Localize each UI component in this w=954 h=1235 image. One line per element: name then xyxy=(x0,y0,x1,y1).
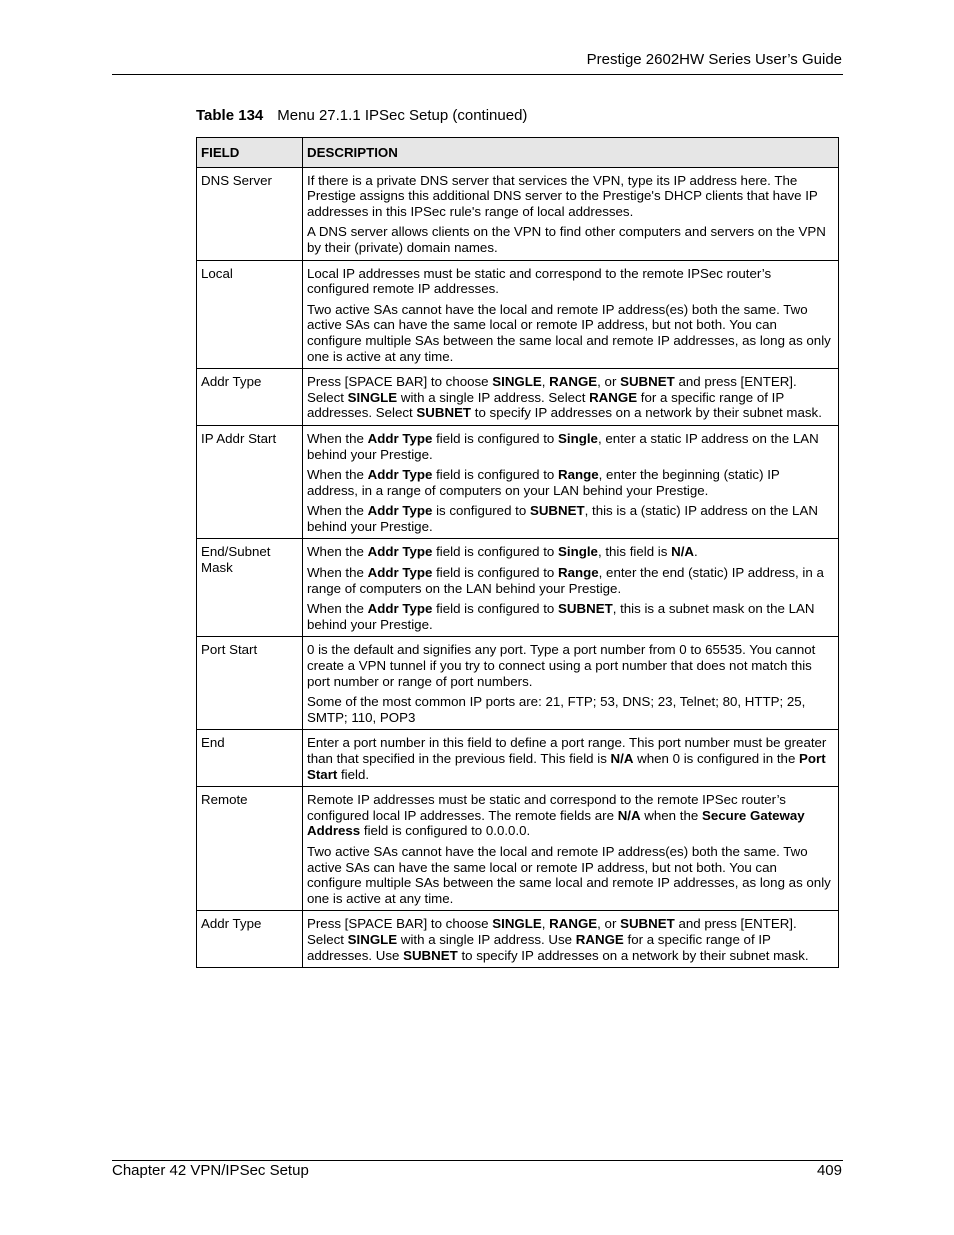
text-segment: with a single IP address. Use xyxy=(397,931,576,947)
description-cell xyxy=(303,787,839,911)
text-segment: Some of the most common IP ports are: 21, FTP; 53, DNS; 23, Telnet; 80, HTTP; 25, SMTP; 110, POP3 xyxy=(307,694,806,725)
field-cell: End xyxy=(197,730,303,787)
text-segment: and press [ENTER]. Select xyxy=(307,916,797,947)
text-segment: field is configured to xyxy=(432,544,559,560)
text-segment: When the xyxy=(307,430,368,446)
table-row xyxy=(197,425,839,539)
header-divider xyxy=(112,74,843,75)
bold-term: RANGE xyxy=(589,389,638,405)
text-segment: Press [SPACE BAR] to choose xyxy=(307,916,493,932)
description-paragraph xyxy=(307,544,834,560)
description-paragraph xyxy=(307,374,834,421)
text-segment: field is configured to xyxy=(432,565,559,581)
bold-term: SUBNET xyxy=(620,374,675,390)
description-cell xyxy=(303,730,839,787)
text-segment: 0 is the default and signifies any port. Type a port number from 0 to 65535. You cannot create a VPN tunnel if you try to connect using a port number that does not match this port number or range of port numbers. xyxy=(307,642,816,689)
field-cell: Remote xyxy=(197,787,303,911)
text-segment: field is configured to 0.0.0.0. xyxy=(360,823,531,839)
text-segment: Remote IP addresses must be static and correspond to the remote IPSec router’s configured local IP addresses. The remote fields are xyxy=(307,792,786,823)
text-segment: . xyxy=(694,544,698,560)
text-segment: When the xyxy=(307,503,368,519)
table-row xyxy=(197,730,839,787)
field-cell: Addr Type xyxy=(197,911,303,968)
bold-term: SUBNET xyxy=(558,601,613,617)
text-segment: , enter the end (static) IP address, in a range of computers on the LAN behind your Prestige. xyxy=(307,565,824,596)
description-paragraph xyxy=(307,735,834,782)
text-segment: and press [ENTER]. Select xyxy=(307,374,797,405)
text-segment: , enter a static IP address on the LAN behind your Prestige. xyxy=(307,430,819,462)
description-paragraph xyxy=(307,642,834,689)
text-segment: , or xyxy=(597,374,621,390)
text-segment: Enter a port number in this field to define a port range. This port number must be greater than that specified in the previous field. This field is xyxy=(307,735,827,766)
text-segment: , or xyxy=(597,916,621,932)
bold-term: Addr Type xyxy=(367,503,433,519)
description-paragraph xyxy=(307,844,834,906)
text-segment: When the xyxy=(307,565,368,581)
text-segment: for a specific range of IP addresses. Select xyxy=(307,389,784,421)
description-cell xyxy=(303,539,839,637)
bold-term: Range xyxy=(558,467,599,483)
table-row xyxy=(197,787,839,911)
table-row xyxy=(197,637,839,730)
description-paragraph xyxy=(307,792,834,839)
description-cell xyxy=(303,369,839,426)
table-row xyxy=(197,911,839,968)
bold-term: Single xyxy=(558,544,598,560)
text-segment: for a specific range of IP addresses. Use xyxy=(307,931,771,963)
text-segment: Local IP addresses must be static and correspond to the remote IPSec router’s configured remote IP addresses. xyxy=(307,265,772,297)
description-paragraph xyxy=(307,431,834,462)
table-body xyxy=(197,167,839,968)
bold-term: SUBNET xyxy=(416,405,472,421)
text-segment: to specify IP addresses on a network by their subnet mask. xyxy=(471,405,822,421)
bold-term: RANGE xyxy=(549,916,598,932)
text-segment: When the xyxy=(307,467,368,483)
bold-term: RANGE xyxy=(549,374,598,390)
table-row xyxy=(197,369,839,426)
field-cell: Addr Type xyxy=(197,369,303,426)
bold-term: SUBNET xyxy=(529,503,585,519)
description-cell xyxy=(303,425,839,539)
text-segment: field is configured to xyxy=(432,430,559,446)
table-caption-label: Table 134 xyxy=(196,107,264,124)
field-cell: DNS Server xyxy=(197,167,303,260)
text-segment: when 0 is configured in the xyxy=(633,751,800,766)
table-caption xyxy=(196,107,527,125)
field-cell: Local xyxy=(197,260,303,369)
table-row xyxy=(197,539,839,637)
text-segment: , this field is xyxy=(597,544,672,560)
description-cell xyxy=(303,637,839,730)
description-paragraph xyxy=(307,503,834,534)
bold-term: SINGLE xyxy=(347,389,398,405)
table-header-row xyxy=(197,138,839,168)
description-paragraph xyxy=(307,302,834,364)
text-segment: Two active SAs cannot have the local and remote IP address(es) both the same. Two active SAs can have the same local or remote IP address, but not both. You can configure multiple SAs between the same local and remote IP addresses, as long as only one is active at any time. xyxy=(307,843,831,906)
text-segment: field. xyxy=(337,766,370,782)
table-caption-title: Menu 27.1.1 IPSec Setup (continued) xyxy=(277,107,528,124)
field-cell: IP Addr Start xyxy=(197,425,303,539)
text-segment: A DNS server allows clients on the VPN to find other computers and servers on the VPN by their (private) domain names. xyxy=(307,224,826,255)
table-row xyxy=(197,260,839,369)
footer-chapter: Chapter 42 VPN/IPSec Setup xyxy=(112,1162,309,1179)
text-segment: , this is a subnet mask on the LAN behind your Prestige. xyxy=(307,601,815,632)
bold-term: Addr Type xyxy=(367,565,433,581)
footer-divider xyxy=(112,1160,843,1161)
bold-term: N/A xyxy=(671,544,695,560)
bold-term: N/A xyxy=(617,807,641,823)
text-segment: to specify IP addresses on a network by their subnet mask. xyxy=(457,947,809,963)
bold-term: SINGLE xyxy=(492,916,542,932)
text-segment: field is configured to xyxy=(432,467,559,483)
text-segment: , xyxy=(541,916,550,932)
text-segment: when the xyxy=(640,807,702,823)
description-cell xyxy=(303,167,839,260)
field-cell: Port Start xyxy=(197,637,303,730)
description-paragraph xyxy=(307,224,834,255)
description-paragraph xyxy=(307,467,834,498)
bold-term: SINGLE xyxy=(347,931,398,947)
bold-term: Addr Type xyxy=(367,467,433,483)
ipsec-setup-table xyxy=(196,137,839,968)
bold-term: N/A xyxy=(610,751,634,766)
bold-term: SUBNET xyxy=(403,947,458,963)
bold-term: Range xyxy=(558,565,599,581)
text-segment: Press [SPACE BAR] to choose xyxy=(307,374,493,390)
description-paragraph xyxy=(307,266,834,297)
column-header-description: DESCRIPTION xyxy=(303,138,839,168)
description-paragraph xyxy=(307,173,834,220)
running-header-title: Prestige 2602HW Series User’s Guide xyxy=(586,51,842,68)
text-segment: When the xyxy=(307,601,368,617)
text-segment: with a single IP address. Select xyxy=(397,389,590,405)
text-segment: When the xyxy=(307,544,368,560)
text-segment: is configured to xyxy=(432,503,530,519)
bold-term: Port Start xyxy=(307,751,826,782)
description-paragraph xyxy=(307,916,834,963)
description-cell xyxy=(303,911,839,968)
footer-page-number: 409 xyxy=(816,1162,842,1179)
bold-term: Single xyxy=(558,430,598,446)
bold-term: Addr Type xyxy=(367,544,433,560)
text-segment: , enter the beginning (static) IP address, in a range of computers on your LAN behind your Prestige. xyxy=(307,467,780,498)
bold-term: Secure Gateway Address xyxy=(307,807,805,839)
column-header-field: FIELD xyxy=(197,138,303,168)
table-row xyxy=(197,167,839,260)
bold-term: SUBNET xyxy=(620,916,675,932)
text-segment: field is configured to xyxy=(432,601,559,617)
description-paragraph xyxy=(307,694,834,725)
description-paragraph xyxy=(307,601,834,632)
text-segment: Two active SAs cannot have the local and remote IP address(es) both the same. Two active SAs can have the same local or remote IP address, but not both. You can configure multiple SAs between the same local and remote IP addresses, as long as only one is active at any time. xyxy=(307,301,831,364)
field-cell: End/Subnet Mask xyxy=(197,539,303,637)
text-segment: If there is a private DNS server that services the VPN, type its IP address here. The Prestige assigns this additional DNS server to the Prestige's DHCP clients that have IP addresses in this IPSec rule's range of local addresses. xyxy=(307,172,818,219)
text-segment: , this is a (static) IP address on the LAN behind your Prestige. xyxy=(307,503,818,534)
description-cell xyxy=(303,260,839,369)
text-segment: , xyxy=(541,374,550,390)
bold-term: SINGLE xyxy=(492,374,542,390)
bold-term: Addr Type xyxy=(367,601,433,617)
bold-term: RANGE xyxy=(575,931,624,947)
description-paragraph xyxy=(307,565,834,596)
bold-term: Addr Type xyxy=(367,430,433,446)
